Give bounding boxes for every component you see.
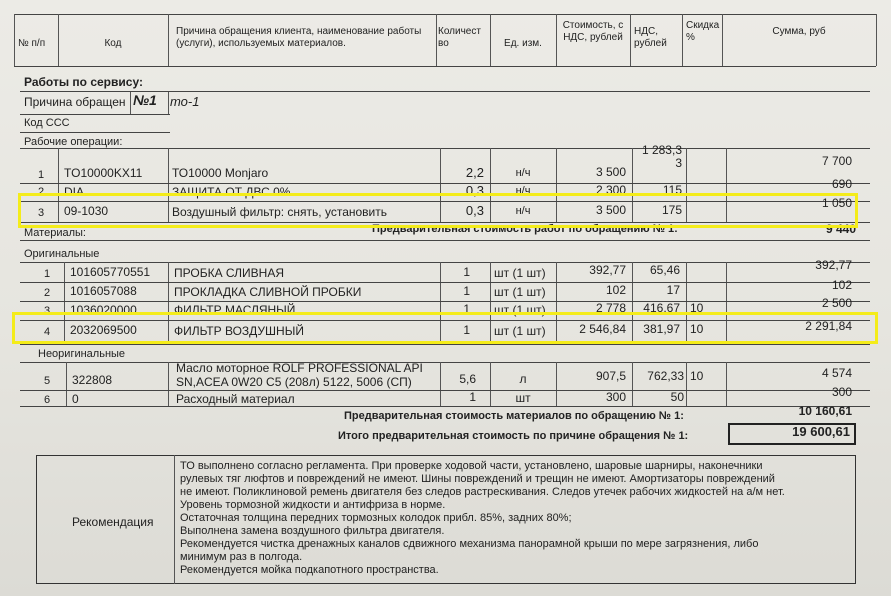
row-number: 1: [38, 169, 45, 181]
recommendation-line: Рекомендуется чистка дренажных каналов сдвижного механизма панорамной крыши по мере загрязнения, либо: [180, 538, 759, 550]
row-vat: 115: [662, 183, 682, 197]
recommendation-line: минимум раз в полгода.: [180, 551, 303, 563]
row-qty: 2,2: [465, 165, 484, 180]
row-price: 392,77: [589, 263, 626, 277]
row-number: 3: [38, 207, 45, 219]
row-price: 907,5: [595, 369, 626, 383]
row-name: ФИЛЬТР МАСЛЯНЫЙ: [174, 303, 296, 317]
row-number: 2: [44, 287, 51, 299]
row-price: 2 546,84: [579, 322, 626, 336]
row-price: 102: [605, 283, 626, 297]
grand-total-label: Итого предварительная стоимость по причине обращения № 1:: [338, 430, 689, 442]
row-code: 101605770551: [70, 265, 151, 279]
row-unit: н/ч: [515, 167, 531, 179]
row-name-line1: Масло моторное ROLF PROFESSIONAL API: [176, 361, 423, 375]
row-sum: 4 574: [821, 366, 852, 380]
row-sum: 102: [831, 278, 852, 292]
reason-value: то-1: [170, 94, 200, 109]
row-qty: 1: [463, 323, 470, 337]
row-name: ФИЛЬТР ВОЗДУШНЫЙ: [174, 324, 304, 338]
original-label: Оригинальные: [24, 248, 100, 260]
highlight-box-operation: [18, 193, 858, 228]
recommendation-line: не имеют. Поликлиновой ремень двигателя без следов растрескивания. Следов утечек рабочих жидкостей на а/м нет.: [180, 486, 785, 498]
col-reason-header: Причина обращения клиента, наименование работы (услуги), используемых материалов.: [176, 26, 422, 49]
row-name-line1: Расходный материал: [176, 392, 295, 406]
row-vat: 50: [670, 390, 684, 404]
row-price: 3 500: [595, 165, 626, 179]
row-unit: шт: [515, 391, 531, 405]
row-number: 6: [44, 394, 51, 406]
recommendation-line: Уровень тормозной жидкости и антифриза в норме.: [180, 499, 446, 511]
row-sum: 392,77: [815, 258, 852, 272]
row-vat: 65,46: [649, 263, 680, 277]
row-code: 0: [72, 392, 79, 406]
recommendation-line: Остаточная толщина передних тормозных колодок прибл. 85%, задних 80%;: [180, 512, 572, 524]
col-vat-header: НДС, рублей: [634, 26, 667, 49]
materials-label: Материалы:: [24, 227, 86, 239]
highlight-box-material: [12, 312, 878, 344]
reason-label: Причина обращен: [24, 95, 126, 109]
row-sum: 300: [831, 385, 852, 399]
row-qty: 0,3: [465, 203, 484, 218]
row-qty: 1: [469, 390, 476, 404]
grand-total-value: 19 600,61: [792, 424, 850, 439]
row-number: 2: [38, 186, 45, 198]
row-sum: 690: [831, 177, 852, 191]
row-unit: шт (1 шт): [494, 285, 546, 299]
row-price: 2 300: [595, 183, 626, 197]
row-code: 1036020000: [70, 303, 137, 317]
recommendation-line: Выполнена замена воздушного фильтра двигателя.: [180, 525, 445, 537]
row-name: ТО10000 Monjaro: [172, 166, 269, 180]
ccc-label: Код ССС: [24, 117, 70, 129]
row-sum: 7 700: [821, 154, 852, 168]
row-vat: 17: [666, 283, 680, 297]
row-unit: шт (1 шт): [494, 324, 546, 338]
col-sum-header: Сумма, руб: [772, 26, 826, 37]
works-total-label: Предварительная стоимость работ по обращению № 1:: [372, 223, 678, 235]
row-price: 300: [605, 390, 626, 404]
row-code: 1016057088: [70, 284, 137, 298]
row-name: Воздушный фильтр: снять, установить: [172, 205, 387, 219]
row-qty: 5,6: [459, 372, 476, 386]
nonoriginal-label: Неоригинальные: [38, 348, 126, 360]
reason-number: №1: [133, 92, 157, 108]
row-code: 322808: [72, 373, 113, 387]
row-unit: шт (1 шт): [494, 266, 546, 280]
row-unit: шт (1 шт): [494, 303, 546, 317]
row-name: ЗАЩИТА ОТ ДВС 0%: [172, 185, 291, 199]
section-title: Работы по сервису:: [24, 75, 143, 89]
row-sum: 1 050: [821, 196, 852, 210]
row-name-line2: SN,ACEA 0W20 C5 (208л) 5122, 5006 (СП): [176, 375, 412, 389]
row-name: ПРОБКА СЛИВНАЯ: [174, 266, 285, 280]
row-qty: 1: [463, 284, 470, 298]
row-number: 4: [44, 326, 51, 338]
recommendation-label: Рекомендация: [72, 515, 154, 529]
recommendation-line: Рекомендуется мойка подкапотного пространства.: [180, 564, 439, 576]
row-code: 2032069500: [70, 323, 137, 337]
works-total-value: 9 440: [825, 222, 856, 236]
col-code-header: Код: [104, 38, 122, 49]
recommendation-line: ТО выполнено согласно регламента. При проверке ходовой части, установлено, шаровые шарниры, наконечники: [180, 460, 763, 472]
row-vat: 416,67: [643, 301, 680, 315]
row-unit: н/ч: [515, 205, 531, 217]
row-vat: 762,33: [647, 369, 684, 383]
row-vat: 381,97: [643, 322, 680, 336]
col-num-header: № п/п: [18, 38, 46, 49]
col-price-header: Стоимость, с НДС, рублей: [562, 20, 624, 43]
row-vat: 175: [661, 203, 682, 217]
row-vat: 1 283,3 3: [641, 143, 682, 170]
row-code: DIA: [64, 185, 85, 199]
row-discount: 10: [690, 301, 704, 315]
row-qty: 1: [463, 265, 470, 279]
materials-total-value: 10 160,61: [798, 404, 852, 418]
materials-total-label: Предварительная стоимость материалов по обращению № 1:: [344, 410, 684, 422]
row-number: 1: [44, 268, 51, 280]
row-code: TO10000KX11: [64, 166, 143, 180]
col-discount-header: Скидка %: [686, 20, 720, 43]
row-number: 3: [44, 305, 51, 317]
row-discount: 10: [690, 369, 704, 383]
row-price: 3 500: [595, 203, 626, 217]
col-unit-header: Ед. изм.: [504, 38, 542, 49]
col-qty-header: Количество: [438, 26, 481, 49]
ops-label: Рабочие операции:: [24, 136, 123, 148]
row-sum: 2 500: [821, 296, 852, 310]
row-qty: 1: [463, 302, 470, 316]
row-sum: 2 291,84: [805, 319, 852, 333]
row-code: 09-1030: [64, 204, 109, 218]
row-price: 2 778: [595, 301, 626, 315]
row-unit: л: [519, 372, 527, 386]
row-unit: н/ч: [515, 185, 531, 197]
row-number: 5: [44, 375, 51, 387]
row-name: ПРОКЛАДКА СЛИВНОЙ ПРОБКИ: [174, 285, 362, 299]
row-qty: 0,3: [465, 183, 484, 198]
row-discount: 10: [690, 322, 704, 336]
recommendation-line: рулевых тяг люфтов и повреждений не имеют. Шины повреждений и трещин не имеют. Амортизаторы повреждений: [180, 473, 775, 485]
